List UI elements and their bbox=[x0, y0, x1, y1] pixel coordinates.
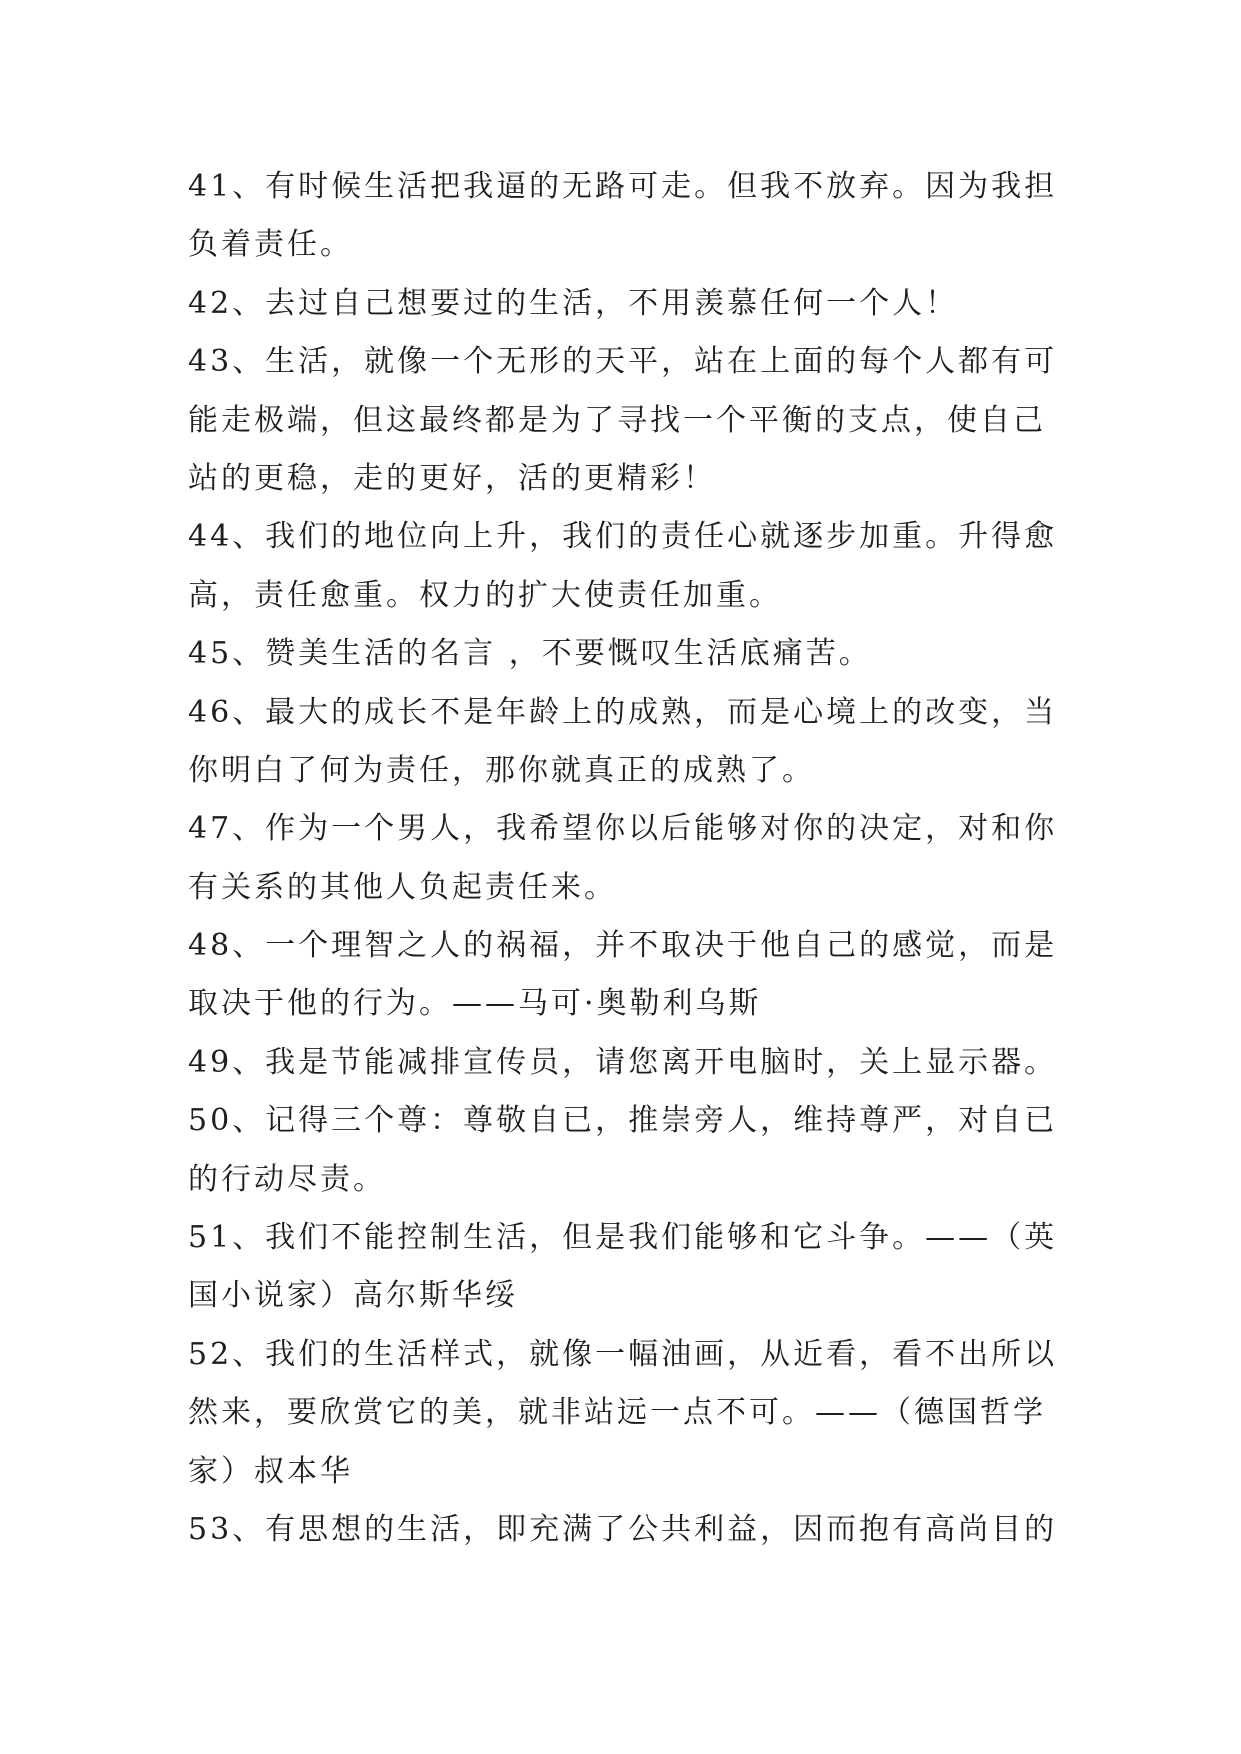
text-line: 53、有思想的生活，即充满了公共利益，因而抱有高尚目的 bbox=[188, 1511, 1058, 1547]
text-line: 46、最大的成长不是年龄上的成熟，而是心境上的改变，当 bbox=[188, 694, 1058, 730]
text-line: 47、作为一个男人，我希望你以后能够对你的决定，对和你 bbox=[188, 811, 1058, 847]
text-line: 44、我们的地位向上升，我们的责任心就逐步加重。升得愈 bbox=[188, 519, 1058, 555]
text-line: 52、我们的生活样式，就像一幅油画，从近看，看不出所以 bbox=[188, 1336, 1058, 1372]
text-line: 50、记得三个尊：尊敬自已，推崇旁人，维持尊严，对自已 bbox=[188, 1103, 1058, 1139]
text-line: 51、我们不能控制生活，但是我们能够和它斗争。——（英 bbox=[188, 1220, 1058, 1256]
text-line: 站的更稳，走的更好，活的更精彩！ bbox=[188, 460, 716, 496]
text-line: 高，责任愈重。权力的扩大使责任加重。 bbox=[188, 577, 782, 613]
text-line: 负着责任。 bbox=[188, 227, 353, 263]
text-line: 41、有时候生活把我逼的无路可走。但我不放弃。因为我担 bbox=[188, 169, 1058, 204]
text-line: 48、一个理智之人的祸福，并不取决于他自己的感觉，而是 bbox=[188, 928, 1058, 964]
text-line: 然来，要欣赏它的美，就非站远一点不可。——（德国哲学 bbox=[188, 1395, 1046, 1431]
text-line: 家）叔本华 bbox=[188, 1453, 353, 1489]
text-line: 49、我是节能减排宣传员，请您离开电脑时，关上显示器。 bbox=[188, 1044, 1058, 1080]
text-line: 43、生活，就像一个无形的天平，站在上面的每个人都有可 bbox=[188, 344, 1058, 380]
text-line: 你明白了何为责任，那你就真正的成熟了。 bbox=[188, 752, 815, 788]
text-line: 国小说家）高尔斯华绥 bbox=[188, 1278, 518, 1314]
text-line: 能走极端，但这最终都是为了寻找一个平衡的支点，使自己 bbox=[188, 402, 1046, 438]
text-line: 45、赞美生活的名言 ，不要慨叹生活底痛苦。 bbox=[188, 636, 872, 672]
text-line: 有关系的其他人负起责任来。 bbox=[188, 869, 617, 905]
text-line: 取决于他的行为。——马可·奥勒利乌斯 bbox=[188, 986, 762, 1022]
document-body bbox=[188, 158, 1068, 1559]
text-line: 42、去过自己想要过的生活，不用羡慕任何一个人！ bbox=[188, 285, 959, 321]
text-line: 的行动尽责。 bbox=[188, 1161, 386, 1197]
